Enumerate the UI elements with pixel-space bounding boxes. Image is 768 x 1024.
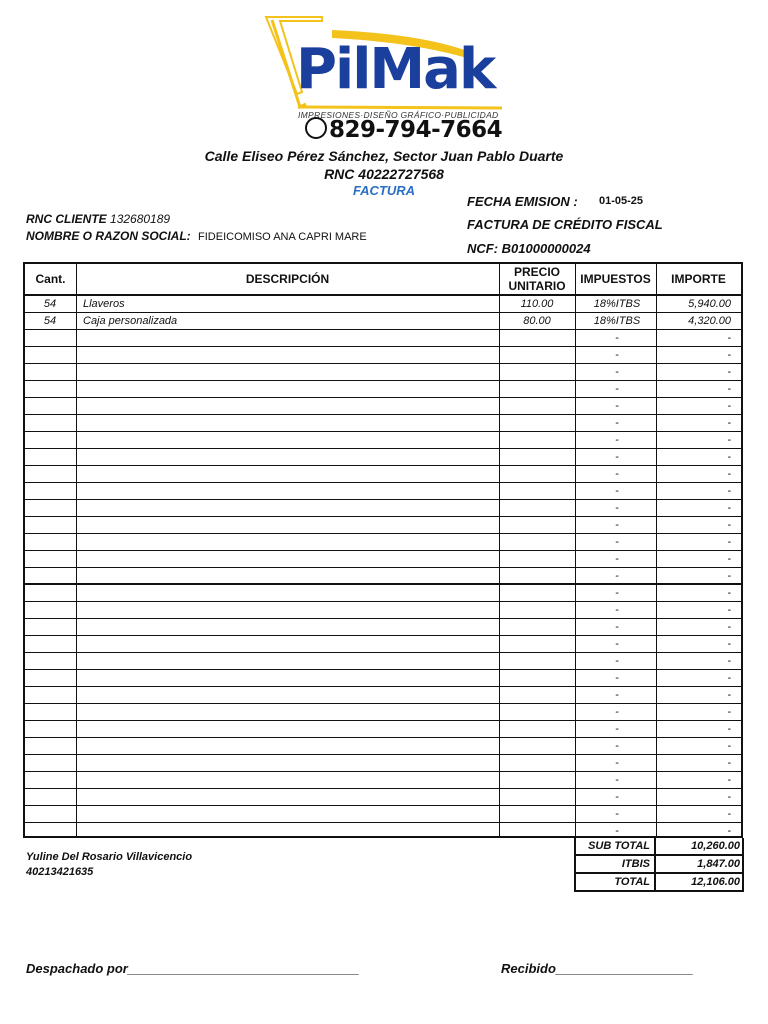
- cell-impuesto-empty: -: [615, 485, 619, 497]
- cell-importe-empty: -: [727, 655, 731, 667]
- empty-row: [25, 619, 741, 636]
- empty-row: [25, 721, 741, 738]
- cell-impuesto-empty: -: [615, 519, 619, 531]
- empty-row: [25, 398, 741, 415]
- cell-impuesto-empty: -: [615, 349, 619, 361]
- ncf-number: NCF: B01000000024: [467, 241, 591, 256]
- cell-importe-empty: -: [727, 468, 731, 480]
- empty-row: [25, 636, 741, 653]
- cell-importe-empty: -: [727, 587, 731, 599]
- client-name-value: FIDEICOMISO ANA CAPRI MARE: [198, 231, 367, 243]
- empty-row: [25, 789, 741, 806]
- client-rnc-label: RNC CLIENTE: [26, 212, 107, 226]
- cell-impuesto-empty: -: [615, 825, 619, 837]
- empty-row: [25, 364, 741, 381]
- cell-importe-empty: -: [727, 774, 731, 786]
- cell-importe-empty: -: [727, 553, 731, 565]
- cell-importe-empty: -: [727, 502, 731, 514]
- cell-impuesto-empty: -: [615, 383, 619, 395]
- company-rnc: RNC 40222727568: [324, 166, 444, 182]
- empty-row: [25, 466, 741, 483]
- cell-cant: 54: [43, 298, 57, 310]
- empty-row: [25, 381, 741, 398]
- cell-impuesto-empty: -: [615, 536, 619, 548]
- cell-impuesto-empty: -: [615, 332, 619, 344]
- itbis-label: ITBIS: [576, 856, 656, 872]
- total-label: TOTAL: [576, 874, 656, 890]
- empty-row: [25, 347, 741, 364]
- cell-impuesto-empty: -: [615, 740, 619, 752]
- client-rnc: [26, 212, 170, 226]
- cell-importe-empty: -: [727, 808, 731, 820]
- cell-impuesto-empty: -: [615, 553, 619, 565]
- header-cant: Cant.: [25, 264, 76, 296]
- client-name-label: NOMBRE O RAZON SOCIAL:: [26, 229, 191, 243]
- cell-importe-empty: -: [727, 366, 731, 378]
- cell-impuesto-empty: -: [615, 570, 619, 582]
- cell-impuesto-empty: -: [615, 655, 619, 667]
- empty-row: [25, 755, 741, 772]
- cell-importe-empty: -: [727, 519, 731, 531]
- header-impuestos: IMPUESTOS: [575, 264, 656, 296]
- cell-importe-empty: -: [727, 672, 731, 684]
- logo-tagline: IMPRESIONES·DISEÑO GRÁFICO·PUBLICIDAD: [298, 110, 499, 120]
- empty-row: [25, 432, 741, 449]
- cell-impuesto-empty: -: [615, 723, 619, 735]
- recibido-line: Recibido___________________: [501, 961, 694, 976]
- cell-impuesto-empty: -: [615, 366, 619, 378]
- total-row: [574, 874, 744, 892]
- empty-row: [25, 517, 741, 534]
- despachado-por-line: Despachado por________________________________: [26, 961, 360, 976]
- company-phone: 829-794-7664: [305, 117, 502, 143]
- header-precio: PRECIO UNITARIO: [499, 264, 575, 296]
- cell-importe-empty: -: [727, 706, 731, 718]
- table-row: [25, 313, 741, 330]
- cell-importe: 4,320.00: [688, 315, 731, 327]
- table-row: [25, 296, 741, 313]
- empty-row: [25, 772, 741, 789]
- empty-row: [25, 585, 741, 602]
- total-value: 12,106.00: [691, 876, 740, 888]
- cell-impuesto-empty: -: [615, 417, 619, 429]
- itbis-value: 1,847.00: [697, 858, 740, 870]
- empty-row: [25, 704, 741, 721]
- client-name: [26, 229, 367, 243]
- cell-importe-empty: -: [727, 417, 731, 429]
- cell-impuesto-empty: -: [615, 808, 619, 820]
- whatsapp-icon: [305, 117, 327, 139]
- cell-impuesto-empty: -: [615, 400, 619, 412]
- cell-importe-empty: -: [727, 604, 731, 616]
- cell-impuesto-empty: -: [615, 689, 619, 701]
- client-rnc-value: 132680189: [110, 212, 171, 226]
- empty-row: [25, 568, 741, 585]
- empty-row: [25, 483, 741, 500]
- cell-impuesto-empty: -: [615, 672, 619, 684]
- subtotal-value: 10,260.00: [691, 840, 740, 852]
- totals-box: [574, 838, 744, 893]
- cell-impuesto-empty: -: [615, 638, 619, 650]
- fecha-label: FECHA EMISION :: [467, 194, 578, 209]
- subtotal-label: SUB TOTAL: [576, 838, 656, 854]
- document-title: FACTURA: [352, 183, 416, 198]
- cell-importe-empty: -: [727, 740, 731, 752]
- cell-impuesto-empty: -: [615, 757, 619, 769]
- subtotal-row: [574, 838, 744, 856]
- cell-importe-empty: -: [727, 400, 731, 412]
- cell-impuesto-empty: -: [615, 706, 619, 718]
- cell-importe-empty: -: [727, 383, 731, 395]
- fecha-value: 01-05-25: [599, 195, 644, 207]
- cell-importe-empty: -: [727, 689, 731, 701]
- empty-row: [25, 500, 741, 517]
- cell-precio: 110.00: [520, 298, 554, 310]
- empty-row: [25, 806, 741, 823]
- company-address: Calle Eliseo Pérez Sánchez, Sector Juan Pablo Duarte: [204, 148, 564, 164]
- cell-impuesto-empty: -: [615, 774, 619, 786]
- header-importe: IMPORTE: [656, 264, 741, 296]
- empty-row: [25, 670, 741, 687]
- empty-row: [25, 330, 741, 347]
- empty-row: [25, 687, 741, 704]
- cell-importe-empty: -: [727, 485, 731, 497]
- cell-importe-empty: -: [727, 536, 731, 548]
- cell-importe-empty: -: [727, 570, 731, 582]
- cell-importe: 5,940.00: [688, 298, 731, 310]
- itbis-row: [574, 856, 744, 874]
- cell-importe-empty: -: [727, 621, 731, 633]
- cell-descripcion: Llaveros: [83, 298, 125, 310]
- invoice-type: FACTURA DE CRÉDITO FISCAL: [467, 217, 663, 232]
- header-descripcion: DESCRIPCIÓN: [76, 264, 499, 296]
- empty-row: [25, 534, 741, 551]
- seller-name: Yuline Del Rosario Villavicencio: [26, 851, 193, 863]
- logo-text: PilMak: [296, 37, 495, 102]
- empty-row: [25, 602, 741, 619]
- cell-impuesto: 18%ITBS: [593, 298, 641, 310]
- cell-precio: 80.00: [523, 315, 551, 327]
- cell-importe-empty: -: [727, 723, 731, 735]
- empty-row: [25, 738, 741, 755]
- cell-impuesto-empty: -: [615, 434, 619, 446]
- cell-impuesto-empty: -: [615, 468, 619, 480]
- empty-row: [25, 653, 741, 670]
- cell-importe-empty: -: [727, 434, 731, 446]
- cell-impuesto-empty: -: [615, 587, 619, 599]
- cell-impuesto: 18%ITBS: [593, 315, 641, 327]
- cell-importe-empty: -: [727, 757, 731, 769]
- cell-importe-empty: -: [727, 791, 731, 803]
- cell-impuesto-empty: -: [615, 791, 619, 803]
- cell-importe-empty: -: [727, 349, 731, 361]
- empty-row: [25, 449, 741, 466]
- seller-id: 40213421635: [26, 866, 94, 878]
- empty-row: [25, 551, 741, 568]
- cell-cant: 54: [43, 315, 57, 327]
- cell-impuesto-empty: -: [615, 604, 619, 616]
- cell-importe-empty: -: [727, 451, 731, 463]
- cell-importe-empty: -: [727, 332, 731, 344]
- items-table: [23, 262, 743, 838]
- cell-impuesto-empty: -: [615, 502, 619, 514]
- cell-impuesto-empty: -: [615, 451, 619, 463]
- cell-impuesto-empty: -: [615, 621, 619, 633]
- cell-importe-empty: -: [727, 638, 731, 650]
- cell-descripcion: Caja personalizada: [83, 315, 178, 327]
- cell-importe-empty: -: [727, 825, 731, 837]
- empty-row: [25, 415, 741, 432]
